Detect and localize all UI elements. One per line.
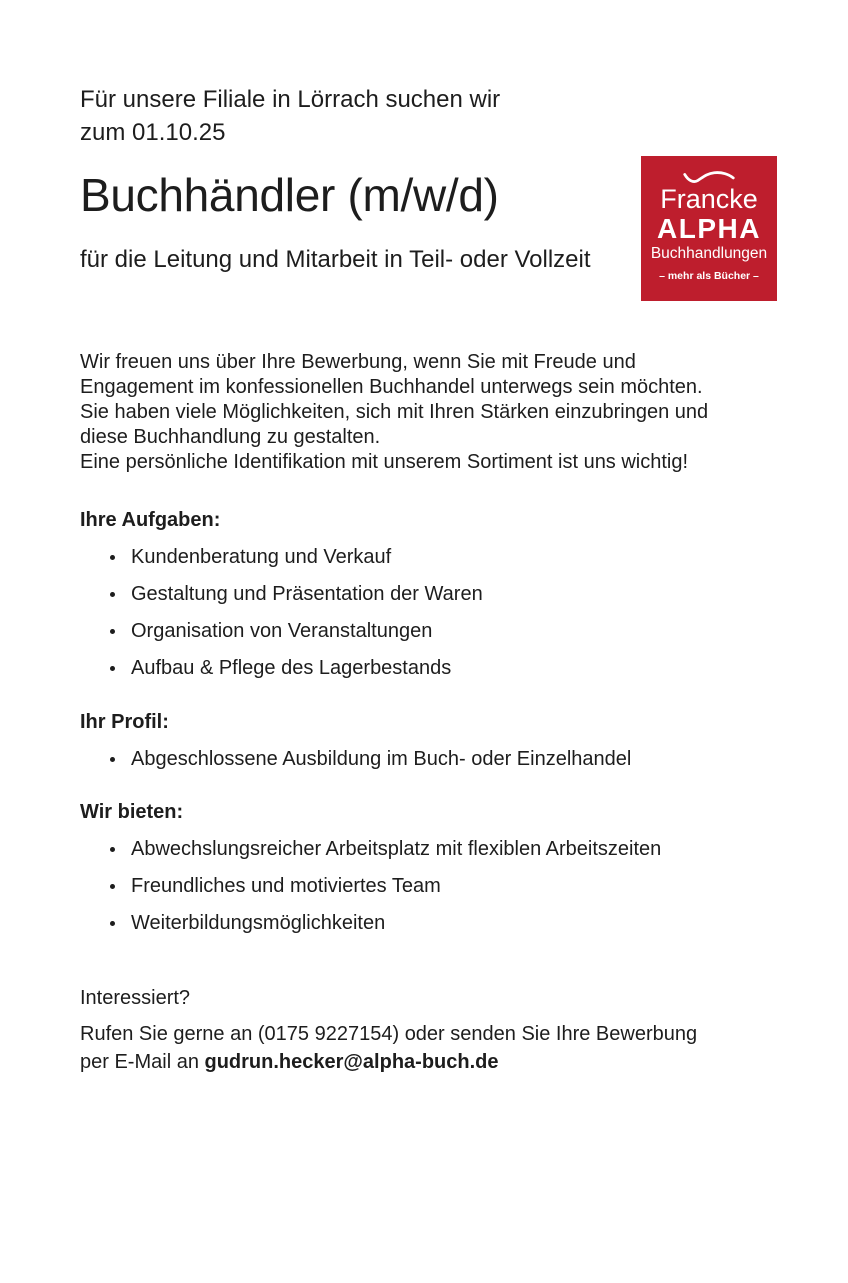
section-heading-profil: Ihr Profil: [80, 711, 169, 733]
contact-line-2 [80, 1048, 788, 1076]
page-title: Buchhändler (m/w/d) [80, 169, 499, 221]
logo-brand-name: Francke [660, 184, 758, 214]
aufgaben-list [80, 545, 788, 681]
list-item: Aufbau & Pflege des Lagerbestands [131, 656, 788, 681]
list-item: Kundenberatung und Verkauf [131, 545, 788, 570]
list-item: Weiterbildungsmöglichkeiten [131, 911, 788, 936]
list-item: Abwechslungsreicher Arbeitsplatz mit flexiblen Arbeitszeiten [131, 837, 788, 862]
contact-line-1: Rufen Sie gerne an (0175 9227154) oder senden Sie Ihre Bewerbung [80, 1023, 698, 1045]
paragraph-line: Eine persönliche Identifikation mit unserem Sortiment ist uns wichtig! [80, 451, 689, 473]
paragraph-line: diese Buchhandlung zu gestalten. [80, 426, 381, 448]
paragraph-line: Sie haben viele Möglichkeiten, sich mit Ihren Stärken einzubringen und [80, 401, 709, 423]
logo-brand-subname: ALPHA [657, 213, 761, 244]
section-heading-aufgaben: Ihre Aufgaben: [80, 509, 221, 531]
logo-division: Buchhandlungen [650, 245, 768, 262]
job-ad-page [0, 83, 848, 1283]
paragraph-line: Wir freuen uns über Ihre Bewerbung, wenn Sie mit Freude und [80, 351, 636, 373]
logo-tagline: – mehr als Bücher – [659, 270, 759, 282]
contact-line-2-prefix: per E-Mail an [80, 1051, 205, 1073]
intro-paragraph [80, 350, 788, 475]
intro-block [80, 83, 788, 149]
contact-email: gudrun.hecker@alpha-buch.de [204, 1051, 499, 1073]
profil-list [80, 747, 788, 772]
list-item: Freundliches und motiviertes Team [131, 874, 788, 899]
interested-question: Interessiert? [80, 987, 191, 1009]
list-item: Organisation von Veranstaltungen [131, 619, 788, 644]
section-heading-bieten: Wir bieten: [80, 801, 184, 823]
paragraph-line: Engagement im konfessionellen Buchhandel unterwegs sein möchten. [80, 376, 703, 398]
page-subtitle: für die Leitung und Mitarbeit in Teil- oder Vollzeit [80, 246, 591, 273]
intro-line-1: Für unsere Filiale in Lörrach suchen wir [80, 86, 501, 113]
intro-line-2: zum 01.10.25 [80, 119, 226, 146]
list-item: Gestaltung und Präsentation der Waren [131, 582, 788, 607]
document-content [0, 83, 848, 1076]
list-item: Abgeschlossene Ausbildung im Buch- oder Einzelhandel [131, 747, 788, 772]
contact-block [80, 1020, 788, 1076]
bieten-list [80, 837, 788, 936]
